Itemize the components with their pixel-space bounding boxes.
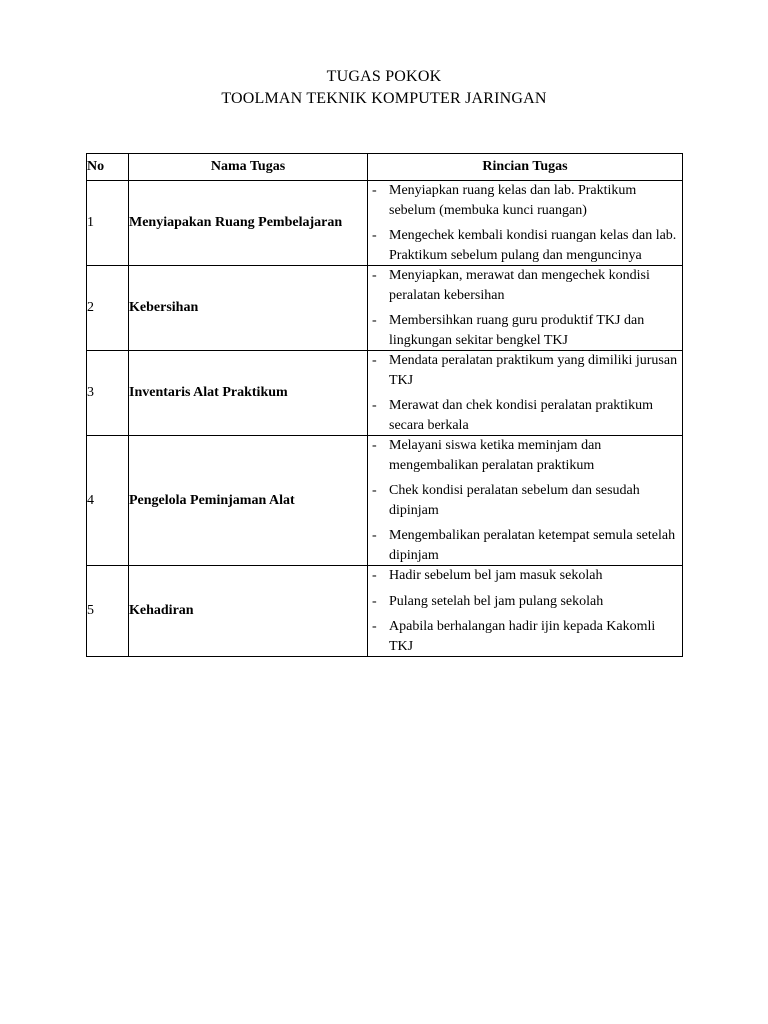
document-title bbox=[0, 66, 768, 110]
detail-item bbox=[368, 592, 682, 612]
bullet-dash: - bbox=[372, 183, 377, 198]
detail-text: Chek kondisi peralatan sebelum dan sesudah dipinjam bbox=[389, 483, 640, 518]
task-details bbox=[368, 566, 683, 657]
task-name: Pengelola Peminjaman Alat bbox=[129, 436, 368, 566]
detail-item bbox=[368, 226, 682, 265]
detail-item bbox=[368, 311, 682, 350]
detail-text: Membersihkan ruang guru produktif TKJ dan lingkungan sekitar bengkel TKJ bbox=[389, 313, 645, 348]
detail-text: Merawat dan chek kondisi peralatan praktikum secara berkala bbox=[389, 398, 653, 433]
task-details bbox=[368, 181, 683, 266]
row-number: 2 bbox=[87, 266, 129, 351]
detail-text: Menyiapkan ruang kelas dan lab. Praktikum sebelum (membuka kunci ruangan) bbox=[389, 183, 637, 218]
detail-text: Pulang setelah bel jam pulang sekolah bbox=[389, 593, 604, 609]
detail-item bbox=[368, 266, 682, 305]
header-name: Nama Tugas bbox=[129, 154, 368, 181]
detail-item bbox=[368, 436, 682, 475]
bullet-dash: - bbox=[372, 313, 377, 328]
bullet-dash: - bbox=[372, 568, 377, 583]
detail-text: Mengechek kembali kondisi ruangan kelas dan lab. Praktikum sebelum pulang dan menguncinya bbox=[389, 228, 677, 263]
detail-list bbox=[368, 436, 682, 565]
task-details bbox=[368, 266, 683, 351]
task-details bbox=[368, 351, 683, 436]
table-row bbox=[87, 181, 683, 266]
detail-list bbox=[368, 266, 682, 350]
detail-text: Hadir sebelum bel jam masuk sekolah bbox=[389, 568, 603, 583]
detail-item bbox=[368, 481, 682, 520]
detail-item bbox=[368, 351, 682, 390]
bullet-dash: - bbox=[372, 483, 377, 498]
title-line-1: TUGAS POKOK bbox=[326, 68, 442, 85]
row-number: 4 bbox=[87, 436, 129, 566]
tasks-table bbox=[86, 153, 683, 657]
bullet-dash: - bbox=[372, 398, 377, 413]
bullet-dash: - bbox=[372, 353, 377, 368]
detail-list bbox=[368, 351, 682, 435]
header-detail: Rincian Tugas bbox=[368, 154, 683, 181]
table-row bbox=[87, 566, 683, 657]
header-no: No bbox=[87, 154, 129, 181]
bullet-dash: - bbox=[372, 228, 377, 243]
task-name: Kebersihan bbox=[129, 266, 368, 351]
task-details bbox=[368, 436, 683, 566]
task-name: Menyiapakan Ruang Pembelajaran bbox=[129, 181, 368, 266]
detail-text: Apabila berhalangan hadir ijin kepada Kakomli TKJ bbox=[389, 619, 656, 654]
table-header-row bbox=[87, 154, 683, 181]
row-number: 3 bbox=[87, 351, 129, 436]
detail-text: Melayani siswa ketika meminjam dan mengembalikan peralatan praktikum bbox=[389, 438, 602, 473]
detail-item bbox=[368, 566, 682, 586]
table-row bbox=[87, 436, 683, 566]
bullet-dash: - bbox=[372, 268, 377, 283]
table-row bbox=[87, 351, 683, 436]
detail-item bbox=[368, 617, 682, 656]
row-number: 5 bbox=[87, 566, 129, 657]
table-row bbox=[87, 266, 683, 351]
detail-item bbox=[368, 181, 682, 220]
bullet-dash: - bbox=[372, 438, 377, 453]
bullet-dash: - bbox=[372, 528, 377, 543]
bullet-dash: - bbox=[372, 593, 377, 609]
bullet-dash: - bbox=[372, 619, 377, 634]
detail-text: Mendata peralatan praktikum yang dimiliki jurusan TKJ bbox=[389, 353, 678, 388]
detail-list bbox=[368, 181, 682, 265]
row-number: 1 bbox=[87, 181, 129, 266]
detail-item bbox=[368, 526, 682, 565]
title-line-2: TOOLMAN TEKNIK KOMPUTER JARINGAN bbox=[221, 90, 547, 107]
detail-text: Mengembalikan peralatan ketempat semula setelah dipinjam bbox=[389, 528, 676, 563]
detail-text: Menyiapkan, merawat dan mengechek kondisi peralatan kebersihan bbox=[389, 268, 650, 303]
task-name: Inventaris Alat Praktikum bbox=[129, 351, 368, 436]
task-name: Kehadiran bbox=[129, 566, 368, 657]
detail-list bbox=[368, 566, 682, 656]
table-body bbox=[87, 181, 683, 657]
detail-item bbox=[368, 396, 682, 435]
